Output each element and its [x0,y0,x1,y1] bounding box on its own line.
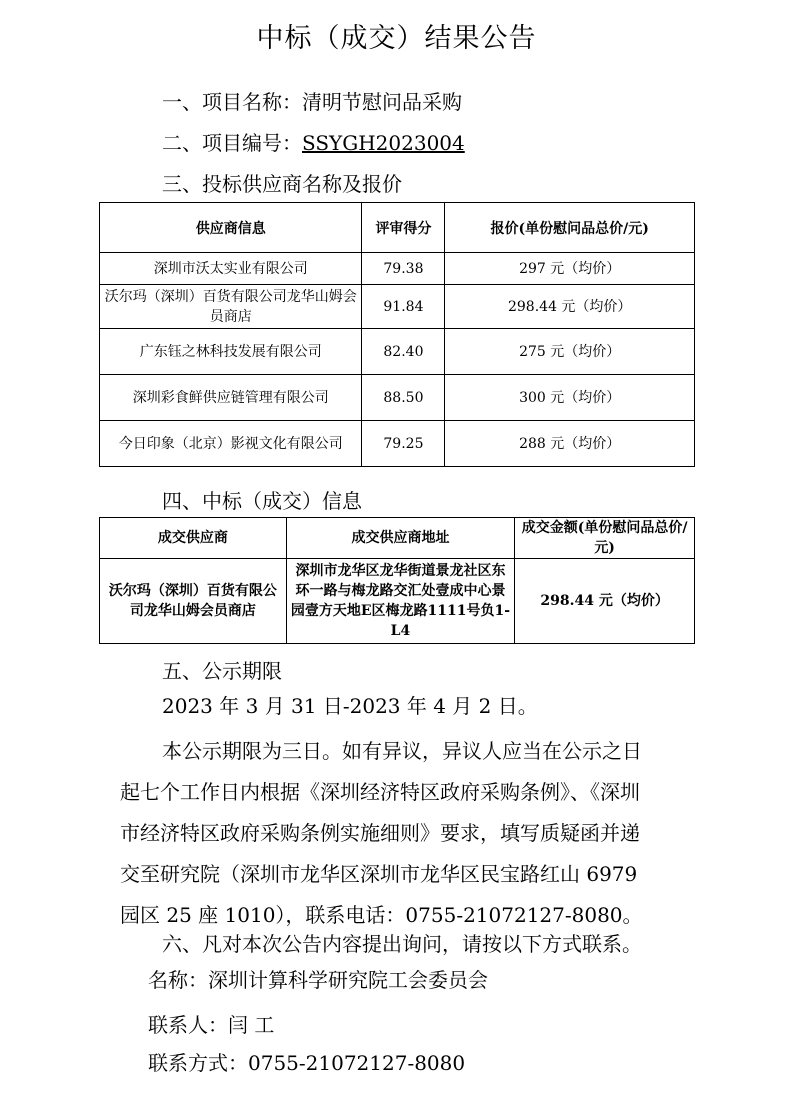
contact-name: 名称：深圳计算科学研究院工会委员会 [148,968,488,992]
notice-line: 交至研究院（深圳市龙华区深圳市龙华区民宝路红山 6979 [120,862,638,886]
price-cell: 275 元（均价） [445,329,695,375]
notice-line: 市经济特区政府采购条例实施细则》要求，填写质疑函并递 [120,821,640,845]
project-name-value: 清明节慰问品采购 [302,90,462,114]
score-cell: 91.84 [362,285,445,329]
price-cell: 298.44 元（均价） [445,285,695,329]
table-row [100,421,695,467]
header-award-amount: 成交金额(单份慰问品总价/元) [515,518,695,559]
header-price: 报价(单份慰问品总价/元) [445,203,695,253]
supplier-cell: 深圳市沃太实业有限公司 [100,253,362,285]
period-text: 2023 年 3 月 31 日-2023 年 4 月 2 日。 [162,694,538,718]
award-table-header [100,518,695,559]
price-cell: 300 元（均价） [445,375,695,421]
notice-line: 园区 25 座 1010），联系电话：0755-21072127-8080。 [120,903,643,927]
supplier-cell: 今日印象（北京）影视文化有限公司 [100,421,362,467]
page-title: 中标（成交）结果公告 [256,23,537,54]
table-row [100,375,695,421]
notice-line: 本公示期限为三日。如有异议，异议人应当在公示之日 [162,739,642,763]
header-supplier: 供应商信息 [100,203,362,253]
project-code-value: SSYGH2023004 [302,131,465,155]
price-cell: 297 元（均价） [445,253,695,285]
table-row [100,329,695,375]
score-cell: 88.50 [362,375,445,421]
project-code-label: 二、项目编号： [162,131,302,155]
supplier-cell: 沃尔玛（深圳）百货有限公司龙华山姆会员商店 [100,285,362,329]
score-cell: 79.38 [362,253,445,285]
section-period-heading: 五、公示期限 [162,659,282,683]
price-cell: 288 元（均价） [445,421,695,467]
contact-person: 联系人：闫 工 [148,1013,275,1037]
table-row [100,253,695,285]
award-supplier-cell: 沃尔玛（深圳）百货有限公司龙华山姆会员商店 [100,559,287,644]
bid-table [99,202,695,467]
score-cell: 79.25 [362,421,445,467]
section-project-code [162,127,465,156]
project-name-label: 一、项目名称： [162,90,302,114]
notice-line: 起七个工作日内根据《深圳经济特区政府采购条例》、《深圳 [120,780,640,804]
supplier-cell: 深圳彩食鲜供应链管理有限公司 [100,375,362,421]
bid-table-header [100,203,695,253]
award-table [99,517,695,644]
section-award-heading: 四、中标（成交）信息 [162,489,362,513]
section-contact-heading: 六、凡对本次公告内容提出询问，请按以下方式联系。 [162,932,642,956]
table-row [100,559,695,644]
award-address-cell: 深圳市龙华区龙华街道景龙社区东环一路与梅龙路交汇处壹成中心景园壹方天地E区梅龙路1111号负1-L4 [286,559,515,644]
award-amount-cell: 298.44 元（均价） [515,559,695,644]
section-bidders-heading: 三、投标供应商名称及报价 [162,172,402,196]
section-project-name [162,86,462,115]
header-award-address: 成交供应商地址 [286,518,515,559]
contact-phone: 联系方式：0755-21072127-8080 [148,1051,466,1075]
table-row [100,285,695,329]
supplier-cell: 广东钰之林科技发展有限公司 [100,329,362,375]
header-score: 评审得分 [362,203,445,253]
score-cell: 82.40 [362,329,445,375]
header-award-supplier: 成交供应商 [100,518,287,559]
